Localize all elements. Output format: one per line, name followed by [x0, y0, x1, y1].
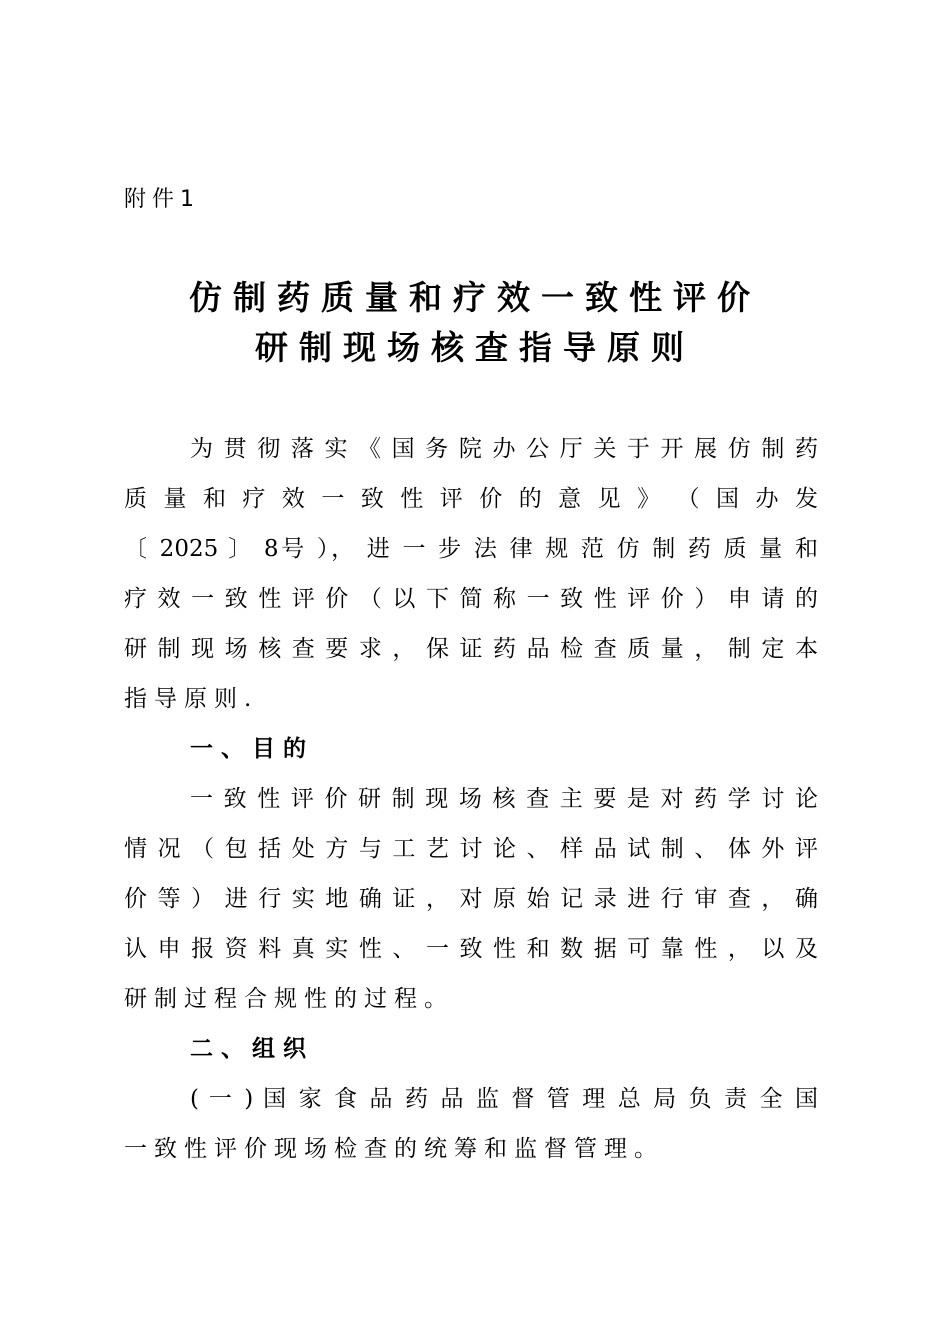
- section2-line: 一致性评价现场检查的统筹和监督管理。: [124, 1136, 664, 1162]
- section1-line: 情 况 （ 包 括 处 方 与 工 艺 讨 论 、 样 品 试 制 、 体 外 评: [124, 836, 818, 862]
- section1-line: 价 等 ） 进 行 实 地 确 证 ， 对 原 始 记 录 进 行 审 查 ， 确: [124, 886, 818, 912]
- document-body: [124, 424, 818, 1174]
- attachment-label: 附件1: [124, 187, 200, 212]
- section1-line: 认 申 报 资 料 真 实 性 、 一 致 性 和 数 据 可 靠 性 ， 以 及: [124, 936, 818, 962]
- section-heading-organization: 二、组织: [190, 1036, 314, 1062]
- section2-line: ( 一 ) 国 家 食 品 药 品 监 督 管 理 总 局 负 责 全 国: [190, 1086, 818, 1112]
- intro-line: 为 贯 彻 落 实 《 国 务 院 办 公 厅 关 于 开 展 仿 制 药: [190, 436, 818, 462]
- document-title-line-2: 研制现场核查指导原则: [255, 328, 695, 367]
- section1-line: 研制过程合规性的过程。: [124, 986, 454, 1012]
- intro-line: 研 制 现 场 核 查 要 求 ， 保 证 药 品 检 查 质 量 ， 制 定 本: [124, 636, 818, 662]
- intro-line: 〔 2025 〕 8号 ）， 进 一 步 法 律 规 范 仿 制 药 质 量 和: [124, 536, 818, 562]
- intro-line: 质 量 和 疗 效 一 致 性 评 价 的 意 见 》 （ 国 办 发: [124, 486, 818, 512]
- intro-line: 疗 效 一 致 性 评 价 （ 以 下 简 称 一 致 性 评 价 ） 申 请 的: [124, 586, 818, 612]
- section-heading-purpose: 一、目的: [190, 736, 314, 762]
- document-title-line-1: 仿制药质量和疗效一致性评价: [189, 278, 761, 317]
- intro-line: 指导原则.: [124, 686, 259, 712]
- section1-line: 一 致 性 评 价 研 制 现 场 核 查 主 要 是 对 药 学 讨 论: [190, 786, 818, 812]
